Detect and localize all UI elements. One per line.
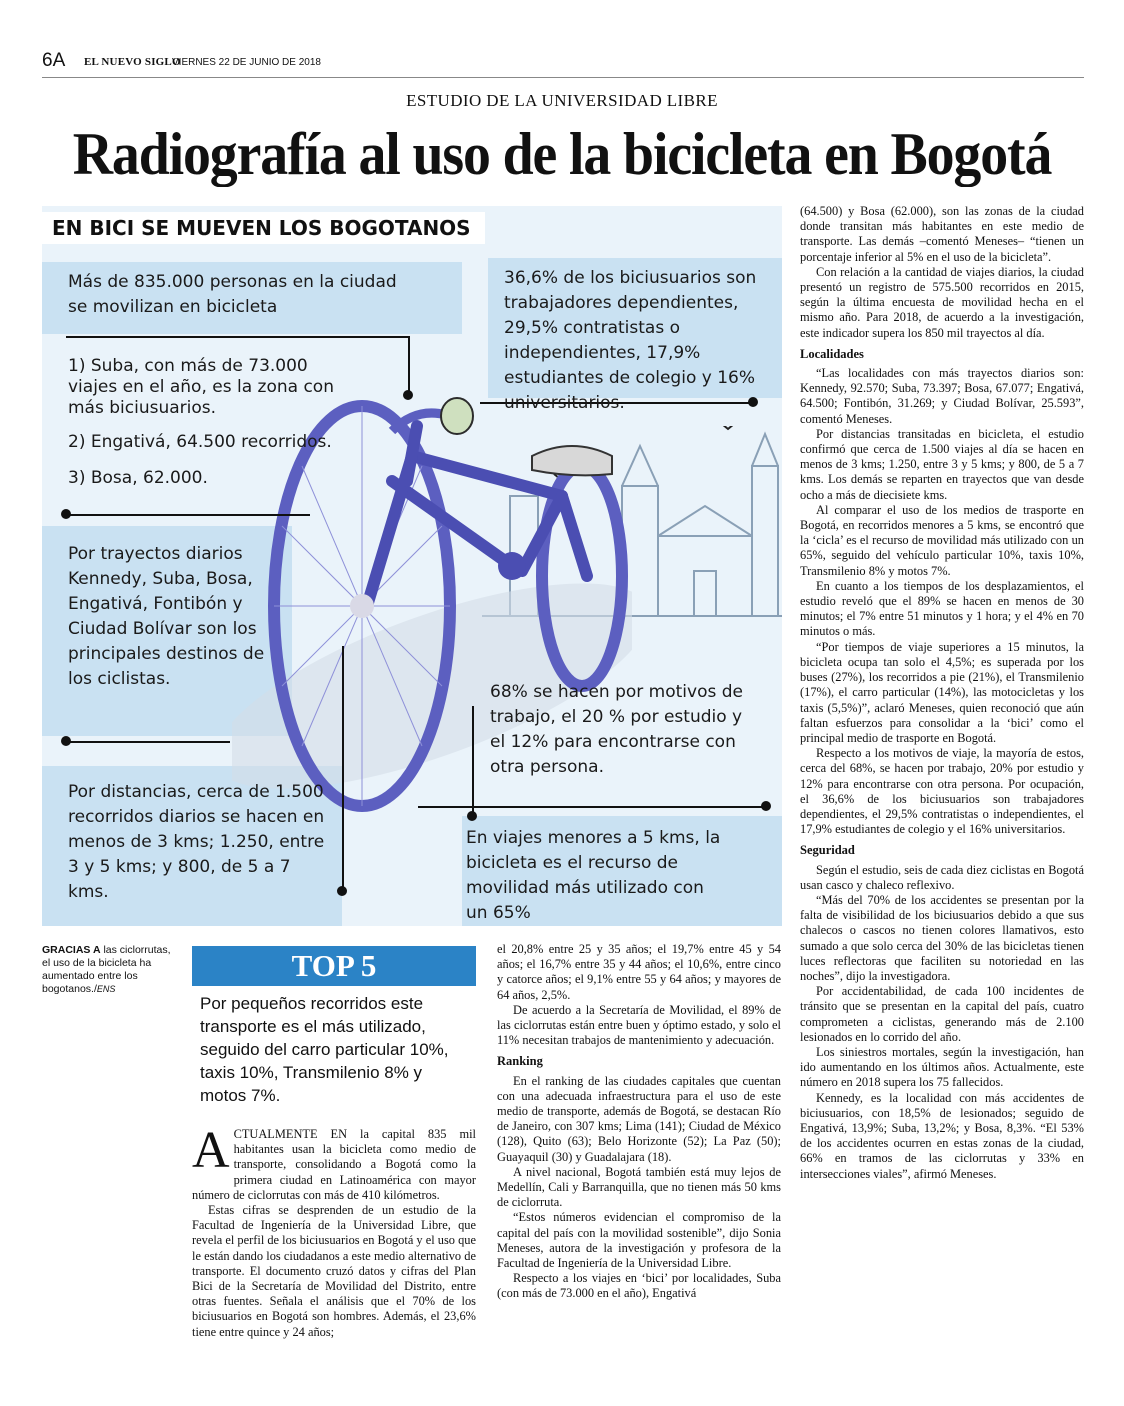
article-paragraph: A nivel nacional, Bogotá también está muy lejos de Medellín, Cali y Barranquilla, que no tienen más 50 kms de ciclorruta. [497,1164,781,1210]
ranking-item-3: 3) Bosa, 62.000. [68,468,208,488]
connector-line [408,336,410,392]
kicker: ESTUDIO DE LA UNIVERSIDAD LIBRE [406,91,718,110]
caption-lead: GRACIAS A [42,944,101,956]
article-paragraph: Kennedy, es la localidad con más accidentes de biciusuarios, con 18,5% de lesionados; seguido de Engativá, 13,9%; Suba, 13,2%; y Bosa, 8,3%. “El 53% de los accidentes ocurren en estas zonas de la ciudad, 66% en tramos de las ciclorrutas y 33% en intersecciones viales”, afirmó Meneses. [800,1090,1084,1181]
article-paragraph: Por distancias transitadas en bicicleta, el estudio confirmó que cerca de 1.500 viajes al día se hacen en menos de 3 kms; 1.250, entre 3 y 5 kms; y 800, de 5 a 7 kms. Los demás se reparten en trayectos que van desde ocho a más de diecisiete kms. [800,426,1084,502]
connector-dot [337,886,347,896]
infographic [42,206,782,926]
header-rule [42,77,1084,78]
ranking-item-1: 1) Suba, con más de 73.000 viajes en el año, es la zona con más biciusuarios. [68,356,334,418]
connector-line [472,706,474,816]
infographic-title: EN BICI SE MUEVEN LOS BOGOTANOS [42,212,485,244]
top5-title: TOP 5 [291,948,377,983]
page-number: 6A [42,50,66,71]
stat-destinations: Por trayectos diarios Kennedy, Suba, Bosa, Engativá, Fontibón y Ciudad Bolívar son los principales destinos de los ciclistas. [68,544,265,689]
subhead-localidades: Localidades [800,346,864,361]
connector-line [342,646,344,890]
caption-text: las ciclorrutas, el uso de la bicicleta ha aumentado entre los bogotanos./ [42,944,171,995]
stat-total-users: Más de 835.000 personas en la ciudad se movilizan en bicicleta [68,272,397,317]
article-paragraph: Los siniestros mortales, según la investigación, han ido aumentando en los últimos años. Actualmente, este número en 2018 supera los 75 fallecidos. [800,1044,1084,1090]
stat-short-trips: En viajes menores a 5 kms, la bicicleta es el recurso de movilidad más utilizado con un 65% [466,828,721,923]
drop-cap: A [192,1122,230,1179]
subhead-seguridad: Seguridad [800,843,855,858]
stat-occupation: 36,6% de los biciusuarios son trabajadores dependientes, 29,5% contratistas o independientes, 17,9% estudiantes de colegio y 16% universitarios. [504,268,757,413]
article-paragraph: “Más del 70% de los accidentes se presentan por la falta de visibilidad de los biciusuarios debido a que sus chalecos o cascos no tienen colores llamativos, esto sumado a que solo cerca del 30% de las bicicletas tienen luces reflectoras que faciliten su notoriedad en las noches”, dijo la investigadora. [800,892,1084,983]
article-paragraph: “Por tiempos de viaje superiores a 15 minutos, la bicicleta ocupa tan solo el 4,5%; es superada por los buses (27%), los recorridos a pie (21%), el Transmilenio (17%), el carro particular (14%), las motocicletas y los taxis (5,5%)”, aclaró Meneses, quien reconoció que aún faltan esfuerzos para consolidar a la ‘bici’ como el principal medio de trasporte en Bogotá. [800,639,1084,745]
subhead-ranking: Ranking [497,1054,543,1069]
article-paragraph: (64.500) y Bosa (62.000), son las zonas de la ciudad donde transitan más habitantes en este medio de transporte. Las demás –comentó Meneses– “tienen un porcentaje inferior al 5% en el uso de la bicicleta”. [800,204,1084,264]
article-column-3 [800,204,1084,1182]
article-paragraph: De acuerdo a la Secretaría de Movilidad, el 89% de las ciclorrutas están entre buen y óptimo estado, y solo el 11% necesitan trabajos de mantenimiento y adecuación. [497,1002,781,1048]
article-paragraph: Al comparar el uso de los medios de trasporte en Bogotá, en recorridos menores a 5 kms, se encontró que la ‘cicla’ es el recurso de movilidad más utilizado con un 65%, seguido del vehículo particular 10%, taxis 10%, Transmilenio 8% y motos 7%. [800,502,1084,578]
stat-distances: Por distancias, cerca de 1.500 recorridos diarios se hacen en menos de 3 kms; 1.250, entre 3 y 5 kms; y 800, de 5 a 7 kms. [68,782,325,902]
article-paragraph: Con relación a la cantidad de viajes diarios, la ciudad presentó un registro de 575.500 recorridos en 2015, según la última encuesta de movilidad hecha en el mismo año. Para 2018, de acuerdo a la investigación, este indicador supera los 850 mil trayectos al día. [800,264,1084,340]
connector-dot [61,736,71,746]
caption-credit: ENS [96,984,116,994]
article-paragraph: En cuanto a los tiempos de los desplazamientos, el estudio reveló que el 89% se hacen en menos de 30 minutos; el 7% entre 51 minutos y 1 hora; y el 4% en 70 minutos o más. [800,578,1084,639]
top5-text: Por pequeños recorridos este transporte es el más utilizado, seguido del carro particular 10%, taxis 10%, Transmilenio 8% y motos 7%. [200,994,449,1105]
headline: Radiografía al uso de la bicicleta en Bogotá [72,121,1052,187]
article-paragraph: Respecto a los motivos de viaje, la mayoría de estos, cerca del 68%, se hacen por trabajo, 20% por estudio y 12% para encontrarse con otra persona. Por ocupación, el 36,6% de los biciusuarios son trabajadores dependientes, el 29,5% contratistas o independientes, el 17,9% estudiantes de colegio y el 16% universitarios. [800,746,1084,837]
connector-line [418,806,768,808]
stat-motives: 68% se hacen por motivos de trabajo, el 20 % por estudio y el 12% para encontrarse con otra persona. [490,682,743,777]
connector-dot [403,390,413,400]
article-column-2 [497,942,781,1302]
article-paragraph: “Las localidades con más trayectos diarios son: Kennedy, 92.570; Suba, 73.397; Bosa, 67.077; Engativá, 64.500; Fontibón, 31.269; y Ciudad Bolívar, 25.593”, comentó Meneses. [800,366,1084,426]
photo-caption [42,944,178,996]
article-paragraph: En el ranking de las ciudades capitales que cuentan con una adecuada infraestructura para el uso de este medio de transporte, además de Bogotá, se destacan Río de Janeiro, con 307 kms; Lima (141); Ciudad de México (128), Quito (63); Belo Horizonte (52); La Paz (50); Guayaquil (30) y Guadalajara (18). [497,1073,781,1164]
connector-line [66,336,410,338]
newspaper-name: EL NUEVO SIGLO [84,56,181,68]
connector-line [70,514,310,516]
lead-in: CTUALMENTE EN [233,1127,348,1141]
article-paragraph: Respecto a los viajes en ‘bici’ por localidades, Suba (con más de 73.000 en el año), Engativá [497,1271,781,1301]
article-paragraph: Estas cifras se desprenden de un estudio de la Facultad de Ingeniería de la Universidad Libre, que revela el perfil de los biciusuarios en Bogotá y el uso que le están dando los ciudadanos a este medio alternativo de transporte. El documento cruzó datos y cifras del Plan Bici de la Secretaría de Movilidad del Distrito, entre otras fuentes. Señala el análisis que el 70% de los biciusuarios en Bogotá son hombres. Además, el 23,6% tiene entre quince y 24 años; [192,1203,476,1339]
issue-date: VIERNES 22 DE JUNIO DE 2018 [172,57,321,68]
article-paragraph: “Estos números evidencian el compromiso de la capital del país con la movilidad sostenible”, dijo Sonia Meneses, autora de la investigación y profesora de la Facultad de Ingeniería de la Universidad Libre. [497,1210,781,1271]
article-paragraph: Por accidentabilidad, de cada 100 incidentes de tránsito que se presentan en la capital del país, cuatro comprometen a ciclistas, generando más de 2.100 lesionados en lo corrido del año. [800,984,1084,1044]
connector-line [70,741,230,743]
article-paragraph: el 20,8% entre 25 y 35 años; el 19,7% entre 45 y 54 años; el 16,7% entre 35 y 44 años; el 10,6%, entre cinco y catorce años; el 9,1% entre 55 y 64 años; y mayores de 64 años, 2,5%. [497,942,781,1002]
article-paragraph: ACTUALMENTE EN la capital 835 mil habitantes usan la bicicleta como medio de transporte, consolidando a Bogotá como la primera ciudad en Latinoamérica con mayor número de ciclorrutas con más de 410 kilómetros. [192,1122,476,1202]
connector-dot [467,811,477,821]
article-paragraph: Según el estudio, seis de cada diez ciclistas en Bogotá usan casco y chaleco reflexivo. [800,862,1084,892]
article-column-1 [192,1122,476,1340]
connector-dot [61,509,71,519]
ranking-item-2: 2) Engativá, 64.500 recorridos. [68,432,332,452]
connector-dot [761,801,771,811]
